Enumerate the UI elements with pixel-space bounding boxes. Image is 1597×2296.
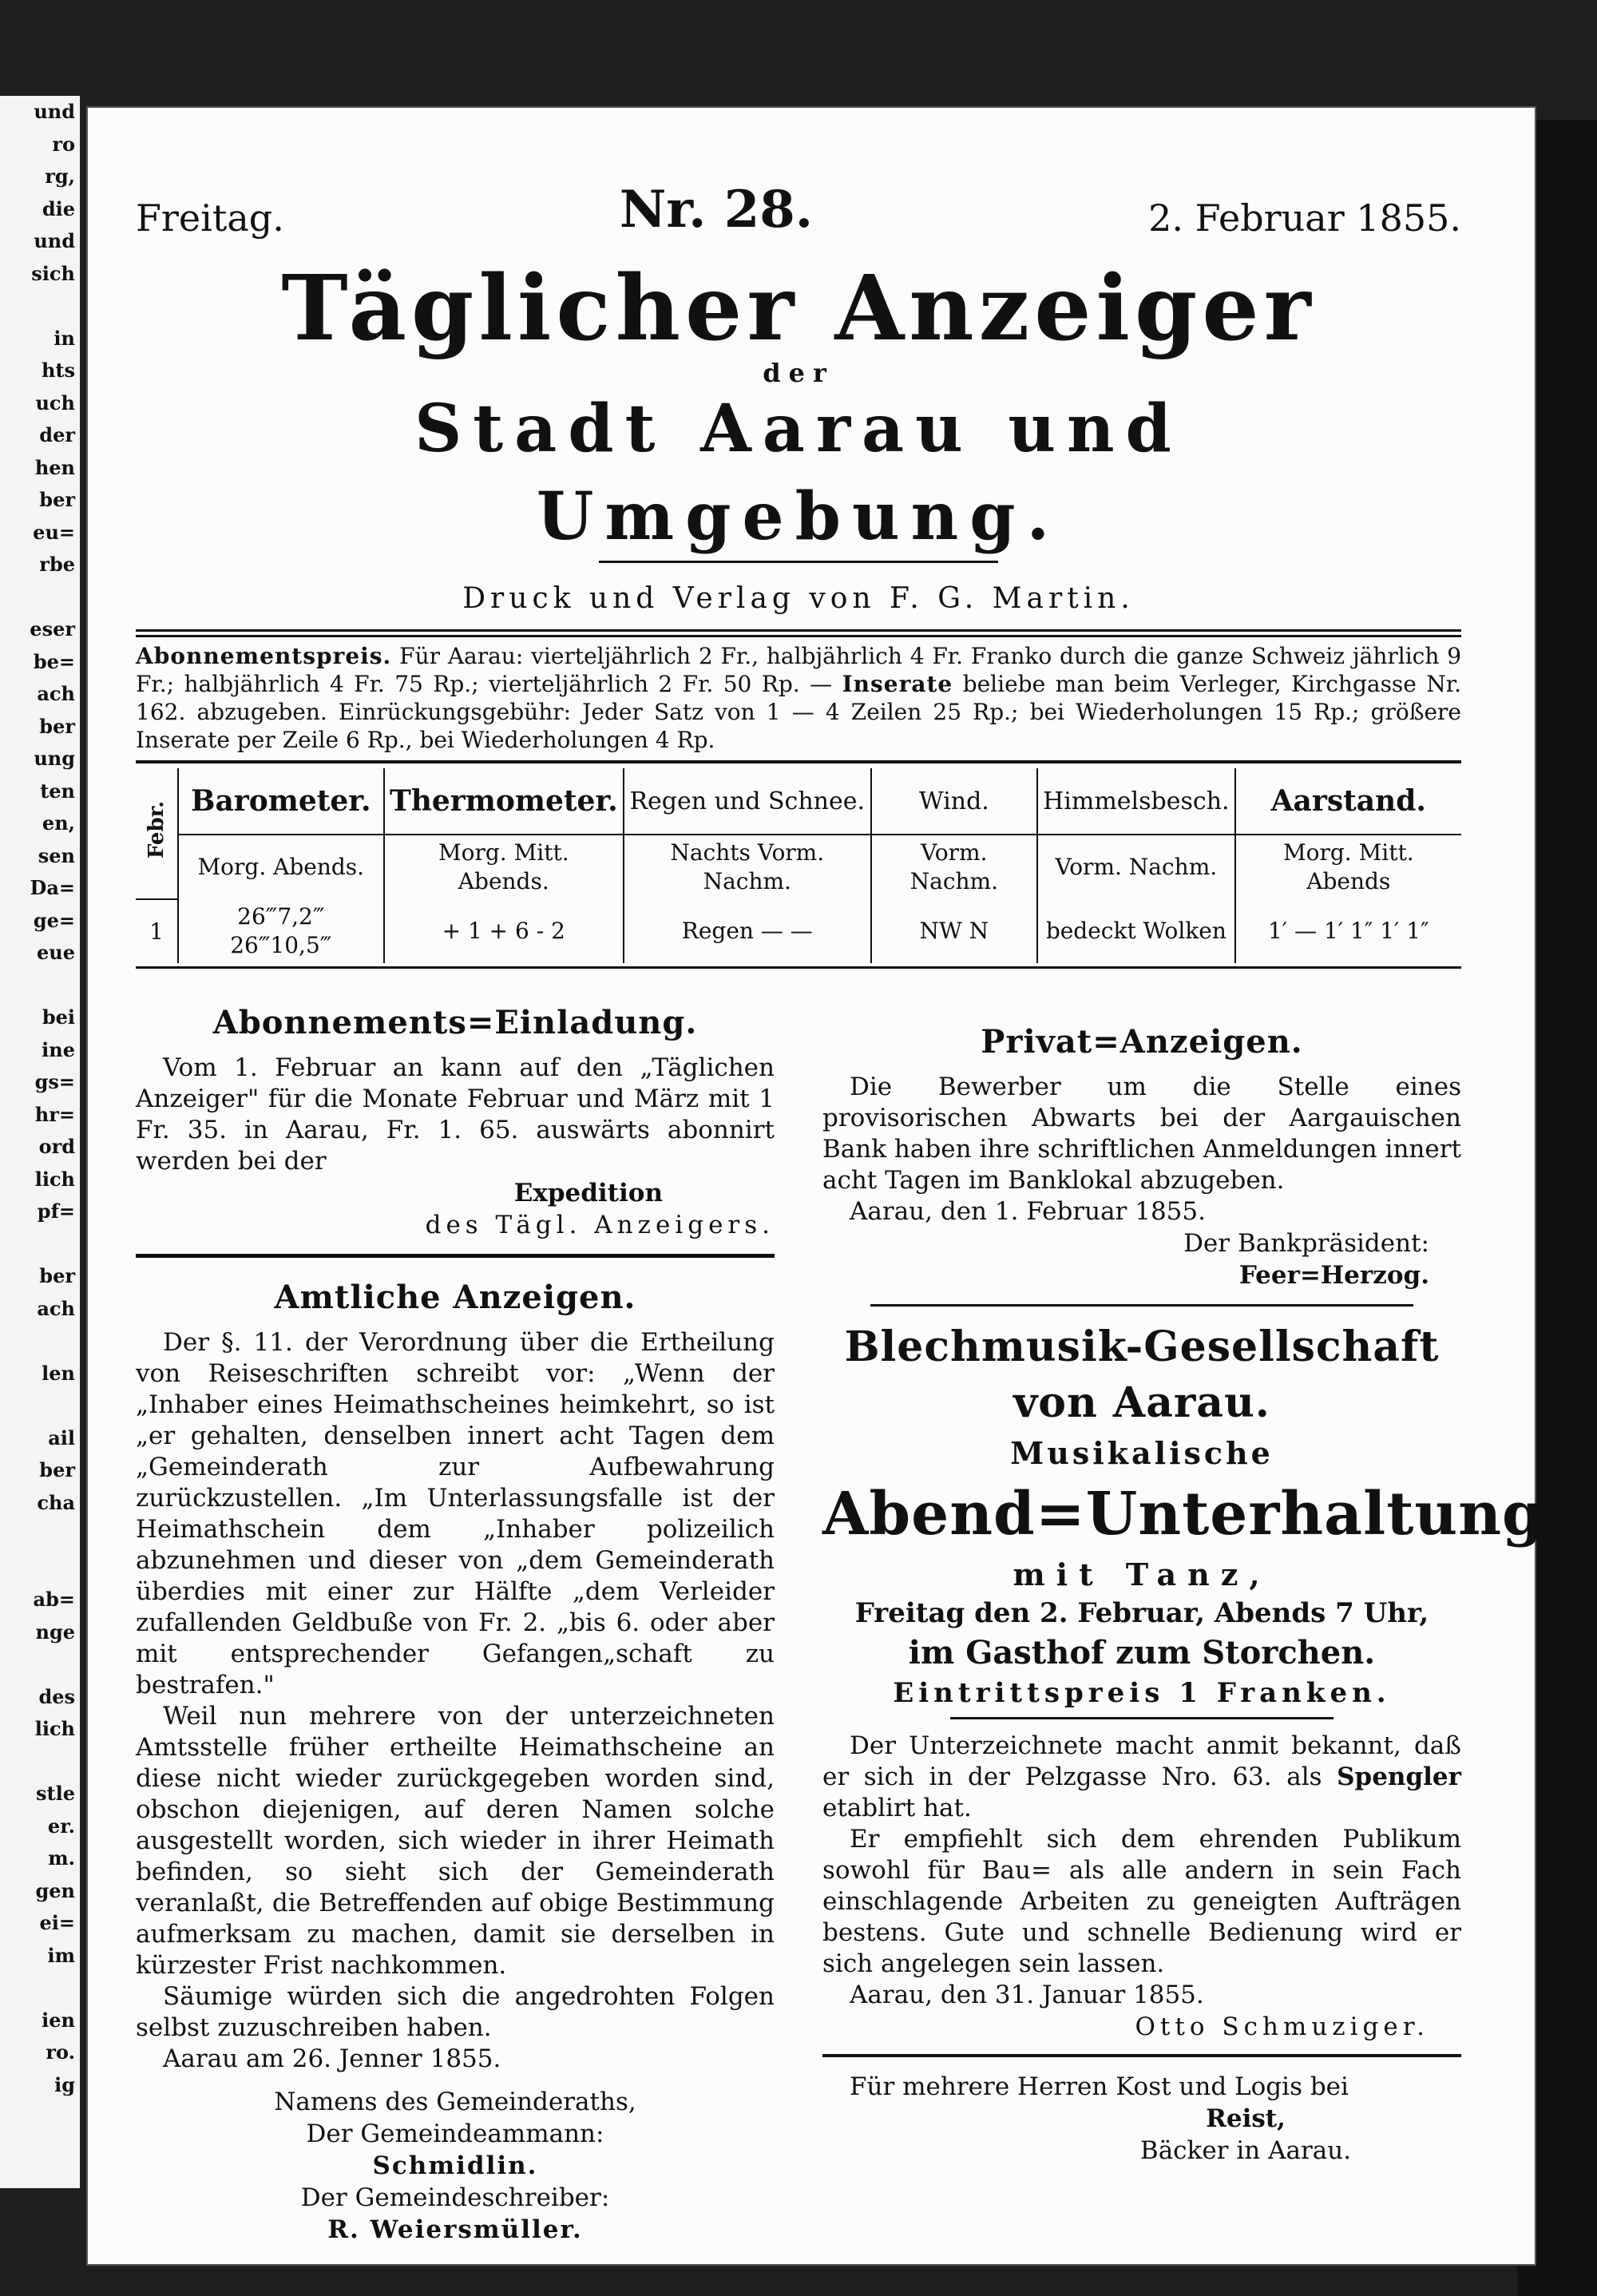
left-page-fragment	[0, 581, 80, 614]
left-page-fragment	[0, 1228, 80, 1261]
left-page-fragment: ei=	[39, 1911, 75, 1934]
left-page-fragment: im	[47, 1943, 75, 1967]
spengler-sig: Otto Schmuziger.	[1135, 2012, 1429, 2041]
subscription-text: Für Aarau: vierteljährlich 2 Fr., halbjährlich 4 Fr. Franko durch die ganze Schweiz jährlich 9 Fr.; halbjährlich 4 Fr. 75 Rp.; vierteljährlich 2 Fr. 50 Rp. —	[136, 643, 1462, 697]
weather-data-row	[136, 899, 1461, 963]
spengler-text-1: Der Unterzeichnete macht anmit bekannt, daß er sich in der Pelzgasse Nro. 63. als Spengler etablirt hat.	[822, 1731, 1461, 1822]
left-page-fragment	[0, 1746, 80, 1779]
left-page-fragment: ten	[40, 779, 75, 803]
adjacent-page-edge	[0, 96, 83, 2188]
left-page-fragment	[0, 1390, 80, 1422]
spengler-place: Aarau, den 31. Januar 1855.	[850, 1981, 1204, 2009]
amtliche-heading: Amtliche Anzeigen.	[274, 1279, 636, 1316]
amtliche-sig-3: Schmidlin.	[372, 2151, 538, 2180]
amtliche-text-1: Der §. 11. der Verordnung über die Ertheilung von Reiseschriften schreibt vor: „Wenn der „Inhaber eines Heimathscheines heimkehrt, so ist „er gehalten, denselben innert acht Tagen dem „Gemeinderath zur Aufbewahrung zurückzustellen. „Im Unterlassungsfalle ist der Heimathschein dem „Inhaber polizeilich abzunehmen und dieser von „dem Gemeinderath überdies mit einer zur Hälfte „dem Verleider zufallenden Geldbuße von Fr. 2. „bis 6. oder aber mit entsprechender Gefangen„schaft zu bestrafen."	[136, 1328, 775, 1699]
left-page-fragment: ung	[34, 747, 75, 770]
left-page-fragment: ab=	[33, 1588, 75, 1611]
abo-signature-2: des Tägl. Anzeigers.	[425, 1211, 775, 1239]
left-page-fragment	[0, 1552, 80, 1584]
thermometer-header: Thermometer.	[384, 768, 624, 835]
musik-date: Freitag den 2. Februar, Abends 7 Uhr,	[854, 1597, 1429, 1629]
left-column	[136, 996, 775, 2246]
wind-value: NW N	[871, 899, 1038, 963]
masthead-title: Täglicher Anzeiger	[281, 256, 1316, 361]
weather-header-row	[136, 768, 1461, 835]
left-page-fragment: und	[34, 229, 75, 252]
top-double-rule	[136, 629, 1461, 637]
spengler-bold: Spengler	[1337, 1763, 1461, 1791]
left-page-fragment: ge=	[33, 908, 75, 932]
privat-heading: Privat=Anzeigen.	[981, 1023, 1303, 1061]
left-page-fragment: die	[42, 196, 75, 220]
musik-price: Eintrittspreis 1 Franken.	[893, 1677, 1391, 1709]
left-page-fragment: ber	[39, 488, 75, 511]
right-divider-2	[950, 1717, 1333, 1719]
left-page-fragment: Da=	[30, 876, 75, 899]
weather-date-header: Febr.	[136, 768, 178, 899]
table-top-rule	[136, 760, 1461, 763]
issue-day: Freitag.	[136, 196, 284, 240]
left-page-fragment: gs=	[34, 1070, 75, 1093]
left-page-fragment: len	[42, 1361, 75, 1385]
regen-header: Regen und Schnee.	[624, 768, 871, 835]
aarstand-header: Aarstand.	[1235, 768, 1461, 835]
left-page-fragment: ber	[39, 1458, 75, 1481]
left-page-fragment: ord	[38, 1135, 75, 1158]
abo-signature-1: Expedition	[513, 1179, 663, 1207]
thermo-value: + 1 + 6 - 2	[384, 899, 624, 963]
kost-text: Für mehrere Herren Kost und Logis bei	[850, 2072, 1349, 2101]
left-page-fragment: eu=	[33, 520, 75, 544]
left-page-fragment: lich	[34, 1167, 75, 1191]
left-page-fragment: hen	[34, 455, 75, 479]
left-page-fragment: ber	[39, 1264, 75, 1287]
left-page-fragment: be=	[33, 649, 75, 673]
barometer-value: 26‴7,2‴ 26‴10,5‴	[178, 899, 384, 963]
inserate-label: Inserate	[842, 671, 953, 697]
right-divider-3	[822, 2054, 1461, 2057]
table-bottom-rule	[136, 966, 1461, 969]
left-page-fragment: ro	[52, 132, 75, 156]
aar-sub: Morg. Mitt. Abends	[1235, 835, 1461, 899]
left-page-fragment: der	[39, 423, 75, 446]
musik-subtitle: Musikalische	[1010, 1435, 1274, 1471]
left-page-fragment: ail	[48, 1426, 75, 1449]
regen-value: Regen — —	[624, 899, 871, 963]
abo-text: Vom 1. Februar an kann auf den „Täglichen Anzeiger" für die Monate Februar und März mit 1 Fr. 35. in Aarau, Fr. 1. 65. auswärts abonnirt werden bei der	[136, 1053, 775, 1176]
issue-number: Nr. 28.	[619, 180, 814, 240]
left-page-fragment: m.	[48, 1846, 75, 1870]
issue-line	[136, 180, 1461, 240]
left-page-fragment: eser	[30, 617, 75, 640]
wind-header: Wind.	[871, 768, 1038, 835]
aar-value: 1′ — 1′ 1″ 1′ 1″	[1235, 899, 1461, 963]
left-page-fragment: ach	[37, 1296, 75, 1320]
left-page-fragment	[0, 1519, 80, 1552]
kost-sig-1: Reist,	[1206, 2104, 1286, 2133]
privat-place: Aarau, den 1. Februar 1855.	[850, 1197, 1206, 1226]
masthead-rule	[599, 561, 998, 563]
thermo-sub: Morg. Mitt. Abends.	[384, 835, 624, 899]
spengler-text-2: Er empfiehlt sich dem ehrenden Publikum sowohl für Bau= als alle andern in sein Fach einschlagende Arbeiten zu geneigten Aufträgen bestens. Gute und schnelle Bedienung wird er sich angelegen sein lassen.	[822, 1825, 1461, 1978]
subscription-label: Abonnementspreis.	[136, 643, 392, 669]
left-page-fragment: und	[34, 100, 75, 123]
weather-day: 1	[149, 918, 164, 945]
right-column	[822, 996, 1544, 2246]
left-page-fragment	[0, 290, 80, 323]
right-divider-1	[870, 1304, 1413, 1307]
musik-main: Abend=Unterhaltung	[822, 1480, 1544, 1549]
left-page-fragment	[0, 1325, 80, 1358]
issue-date: 2. Februar 1855.	[1148, 196, 1461, 240]
amtliche-text-2: Weil nun mehrere von der unterzeichneten Amtsstelle früher ertheilte Heimathscheine an diese nicht wieder zurückgegeben worden sind, obschon diejenigen, auf deren Namen solche ausgestellt worden, sich wieder in ihrer Heimath befinden, so sieht sich der Gemeinderath veranlaßt, die Betreffenden auf obige Bestimmung aufmerksam zu machen, damit sie derselben in kürzester Frist nachkommen.	[136, 1702, 775, 1980]
left-page-fragment	[0, 970, 80, 1002]
left-page-fragment: rg,	[45, 165, 75, 188]
masthead-subtitle: Stadt Aarau und Umgebung.	[414, 391, 1183, 555]
left-page-fragment: ine	[42, 1037, 75, 1061]
left-page-fragment: sen	[38, 843, 75, 867]
amtliche-sig-2: Der Gemeindeammann:	[306, 2120, 604, 2148]
amtliche-sig-5: R. Weiersmüller.	[327, 2215, 583, 2244]
himmel-value: bedeckt Wolken	[1037, 899, 1234, 963]
left-page-fragment	[0, 1972, 80, 2005]
amtliche-sig-1: Namens des Gemeinderaths,	[274, 2088, 636, 2116]
left-page-fragment: in	[53, 326, 75, 350]
left-page-fragment: cha	[37, 1490, 75, 1514]
left-page-fragment: er.	[47, 1814, 75, 1838]
left-page-fragment: ach	[37, 682, 75, 705]
privat-sig-2: Feer=Herzog.	[1238, 1261, 1429, 1290]
inserate-text: beliebe man beim Verleger, Kirchgasse Nr. 162. abzugeben. Einrückungsgebühr: Jeder Satz von 1 — 4 Zeilen 25 Rp.; bei Wiederholungen 15 Rp.; größere Inserate per Zeile 6 Rp., bei Wiederholungen 4 Rp.	[136, 671, 1462, 753]
himmel-sub: Vorm. Nachm.	[1037, 835, 1234, 899]
amtliche-sig-4: Der Gemeindeschreiber:	[300, 2183, 610, 2212]
musik-tanz: mit Tanz,	[1012, 1556, 1271, 1592]
left-page-fragment	[0, 1648, 80, 1681]
left-page-fragment: rbe	[39, 553, 75, 576]
privat-text: Die Bewerber um die Stelle eines provisorischen Abwarts bei der Aargauischen Bank haben ihre schriftlichen Anmeldungen innert acht Tagen im Banklokal abzugeben.	[822, 1073, 1461, 1195]
left-page-fragment: bei	[42, 1005, 75, 1029]
left-page-fragment: hr=	[34, 1102, 75, 1126]
left-page-fragment: ro.	[46, 2040, 75, 2064]
subscription-info	[136, 642, 1461, 754]
left-page-fragment: ien	[42, 2008, 75, 2032]
left-page-fragment: nge	[35, 1620, 75, 1644]
left-page-fragment: en,	[42, 811, 75, 835]
left-page-fragment: eue	[37, 941, 75, 964]
left-page-fragment: hts	[41, 359, 75, 382]
left-page-fragment: ig	[54, 2072, 75, 2096]
left-page-fragment: uch	[35, 391, 75, 414]
weather-table	[136, 768, 1461, 963]
himmel-header: Himmelsbesch.	[1037, 768, 1234, 835]
kost-sig-2: Bäcker in Aarau.	[1139, 2136, 1352, 2165]
article-columns	[136, 996, 1544, 2246]
newspaper-page	[88, 108, 1544, 2264]
left-page-fragment: des	[38, 1684, 75, 1708]
musik-title: Blechmusik-Gesellschaft von Aarau.	[844, 1322, 1440, 1427]
publisher-line: Druck und Verlag von F. G. Martin.	[462, 582, 1135, 615]
regen-sub: Nachts Vorm. Nachm.	[624, 835, 871, 899]
barometer-sub: Morg. Abends.	[178, 835, 384, 899]
left-page-fragment: stle	[36, 1782, 75, 1805]
left-page-fragment: ber	[39, 714, 75, 738]
left-divider	[136, 1254, 775, 1258]
left-page-fragment: pf=	[37, 1200, 75, 1223]
musik-place: im Gasthof zum Storchen.	[908, 1634, 1376, 1671]
left-page-fragment: lich	[34, 1717, 75, 1740]
left-page-fragment: gen	[35, 1878, 75, 1902]
abo-heading: Abonnements=Einladung.	[212, 1004, 698, 1041]
weather-subheader-row	[136, 835, 1461, 899]
amtliche-place: Aarau am 26. Jenner 1855.	[163, 2044, 501, 2073]
privat-sig-1: Der Bankpräsident:	[1183, 1229, 1429, 1258]
barometer-header: Barometer.	[178, 768, 384, 835]
amtliche-text-3: Säumige würden sich die angedrohten Folgen selbst zuzuschreiben haben.	[136, 1982, 775, 2042]
masthead-der: der	[763, 358, 834, 388]
left-page-fragment: sich	[31, 261, 75, 285]
wind-sub: Vorm. Nachm.	[871, 835, 1038, 899]
